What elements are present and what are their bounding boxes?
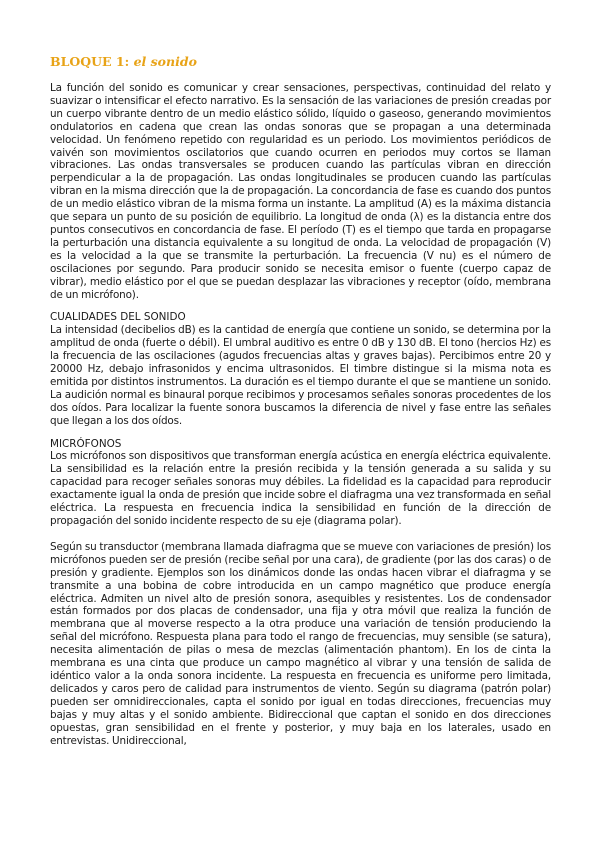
cualidades-paragraph: La intensidad (decibelios dB) es la cantidad de energía que contiene un sonido, se determina por la amplitud de onda (fuerte o débil). El umbral auditivo es entre 0 dB y 130 dB. El tono (hercios Hz) es la frecuencia de las oscilaciones (agudos frecuencias altas y graves bajas). Percibimos entre 20 y 20000 Hz, debajo infrasonidos y encima ultrasonidos. El timbre distingue si la misma nota es emitida por distintos instrumentos. La duración es el tiempo durante el que se mantiene un sonido. La audición normal es binaural porque recibimos y procesamos señales sonoras procedentes de los dos oídos. Para localizar la fuente sonora buscamos la diferencia de nivel y fase entre las señales que llegan a los dos oídos. bbox=[50, 324, 551, 427]
section-heading-microfonos: MICRÓFONOS bbox=[50, 437, 122, 450]
title-prefix: BLOQUE 1: bbox=[50, 54, 134, 69]
title-emphasis: el sonido bbox=[133, 54, 197, 69]
page-title bbox=[50, 54, 551, 69]
section-heading-cualidades: CUALIDADES DEL SONIDO bbox=[50, 311, 186, 324]
microfonos-paragraph-2: Según su transductor (membrana llamada diafragma que se mueve con variaciones de presión) los micrófonos pueden ser de presión (recibe señal por una cara), de gradiente (por las dos caras) o de presión y gradiente. Ejemplos son los dinámicos donde las ondas hacen vibrar el diafragma y se transmite a una bobina de cobre introducida en un campo magnético que produce energía eléctrica. Admiten un nivel alto de presión sonora, asequibles y resistentes. Los de condensador están formados por dos placas de condensador, una fija y otra móvil que realiza la función de membrana que al moverse respecto a la otra produce una variación de tensión produciendo la señal del micrófono. Respuesta plana para todo el rango de frecuencias, muy sensible (se satura), necesita alimentación de pilas o mesa de mezclas (alimentación phantom). En los de cinta la membrana es una cinta que produce un campo magnético al vibrar y una tensión de salida de idéntico valor a la onda sonora incidente. La respuesta en frecuencia es uniforme pero limitada, delicados y caros pero de calidad para instrumentos de viento. Según su diagrama (patrón polar) pueden ser omnidireccionales, capta el sonido por igual en todas direcciones, frecuencias muy bajas y muy altas y el sonido ambiente. Bidireccional que captan el sonido en dos direcciones opuestas, gran sensibilidad en el frente y posterior, y muy baja en los laterales, usado en entrevistas. Unidireccional, bbox=[50, 540, 551, 747]
intro-paragraph: La función del sonido es comunicar y crear sensaciones, perspectivas, continuidad del relato y suavizar o intensificar el efecto narrativo. Es la sensación de las variaciones de presión creadas por un cuerpo vibrante dentro de un medio elástico sólido, líquido o gaseoso, generando movimientos ondulatorios en cadena que crean las ondas sonoras que se propagan a una determinada velocidad. Un fenómeno repetido con regularidad es un periodo. Los movimientos periódicos de vaivén son movimientos oscilatorios que cuando ocurren en periodos muy cortos se llaman vibraciones. Las ondas transversales se producen cuando las partículas vibran en dirección perpendicular a la de propagación. Las ondas longitudinales se producen cuando las partículas vibran en la misma dirección que la de propagación. La concordancia de fase es cuando dos puntos de un medio elástico vibran de la misma forma un instante. La amplitud (A) es la máxima distancia que separa un punto de su posición de equilibrio. La longitud de onda (λ) es la distancia entre dos puntos consecutivos en concordancia de fase. El período (T) es el tiempo que tarda en propagarse la perturbación una distancia equivalente a su longitud de onda. La velocidad de propagación (V) es la velocidad a la que se transmite la perturbación. La frecuencia (V nu) es el número de oscilaciones por segundo. Para producir sonido se necesita emisor o fuente (cuerpo capaz de vibrar), medio elástico por el que se puedan desplazar las vibraciones y receptor (oído, membrana de un micrófono). bbox=[50, 82, 551, 301]
microfonos-paragraph-1: Los micrófonos son dispositivos que transforman energía acústica en energía eléctrica equivalente. La sensibilidad es la relación entre la presión recibida y la tensión generada a su salida y su capacidad para recoger señales sonoras muy débiles. La fidelidad es la capacidad para reproducir exactamente igual la onda de presión que incide sobre el diafragma una vez transformada en señal eléctrica. La respuesta en frecuencia indica la sensibilidad en función de la dirección de propagación del sonido incidente respecto de su eje (diagrama polar). bbox=[50, 450, 551, 527]
